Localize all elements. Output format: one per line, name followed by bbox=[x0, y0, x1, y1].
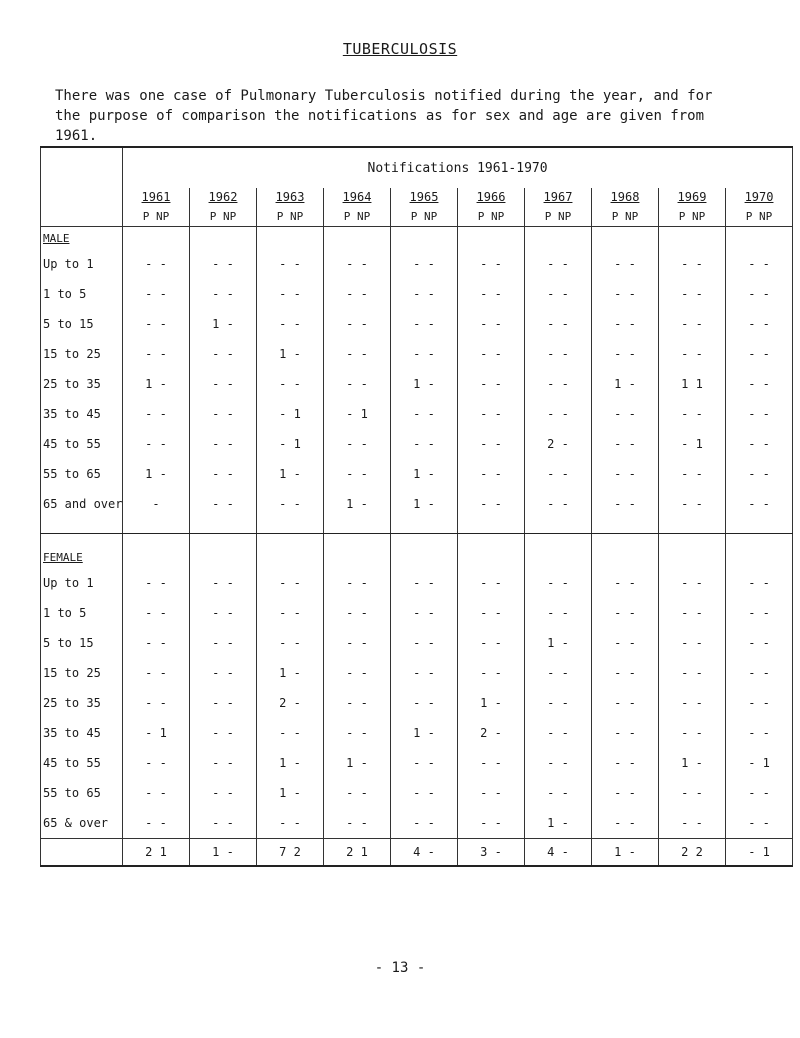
count-cell: - - bbox=[525, 568, 592, 598]
count-cell: - - bbox=[391, 279, 458, 309]
count-cell: - - bbox=[525, 309, 592, 339]
count-cell: - - bbox=[458, 249, 525, 279]
count-cell: - - bbox=[257, 808, 324, 839]
count-cell: - - bbox=[324, 279, 391, 309]
count-cell: - - bbox=[458, 369, 525, 399]
count-cell: - - bbox=[190, 628, 257, 658]
year-header: 1969 bbox=[659, 188, 726, 206]
count-cell: - - bbox=[458, 279, 525, 309]
count-cell: - - bbox=[324, 808, 391, 839]
age-group-label: 45 to 55 bbox=[41, 748, 123, 778]
count-cell: - 1 bbox=[726, 748, 793, 778]
count-cell: - 1 bbox=[123, 718, 190, 748]
count-cell: 1 - bbox=[391, 369, 458, 399]
total-cell: 7 2 bbox=[257, 839, 324, 867]
table-row bbox=[41, 429, 793, 459]
year-header: 1970 bbox=[726, 188, 793, 206]
count-cell: - - bbox=[659, 489, 726, 519]
count-cell: - - bbox=[324, 339, 391, 369]
age-group-label: Up to 1 bbox=[41, 249, 123, 279]
count-cell: - - bbox=[324, 688, 391, 718]
count-cell: - 1 bbox=[659, 429, 726, 459]
total-cell: 2 1 bbox=[123, 839, 190, 867]
table-row bbox=[41, 279, 793, 309]
count-cell: - bbox=[123, 489, 190, 519]
count-cell: 1 - bbox=[123, 459, 190, 489]
year-header: 1964 bbox=[324, 188, 391, 206]
count-cell: - - bbox=[458, 459, 525, 489]
count-cell: - - bbox=[525, 688, 592, 718]
year-header: 1965 bbox=[391, 188, 458, 206]
count-cell: - - bbox=[391, 598, 458, 628]
table-row bbox=[41, 628, 793, 658]
count-cell: - - bbox=[458, 339, 525, 369]
count-cell: - - bbox=[123, 598, 190, 628]
count-cell: - - bbox=[525, 489, 592, 519]
count-cell: - 1 bbox=[257, 429, 324, 459]
count-cell: - - bbox=[324, 309, 391, 339]
p-np-subheader: P NP bbox=[257, 206, 324, 227]
age-group-label: 25 to 35 bbox=[41, 369, 123, 399]
count-cell: - - bbox=[592, 778, 659, 808]
count-cell: - - bbox=[659, 399, 726, 429]
count-cell: - - bbox=[257, 718, 324, 748]
count-cell: - - bbox=[659, 309, 726, 339]
count-cell: - - bbox=[257, 279, 324, 309]
age-group-label: 45 to 55 bbox=[41, 429, 123, 459]
count-cell: - - bbox=[391, 688, 458, 718]
table-row bbox=[41, 778, 793, 808]
p-np-subheader: P NP bbox=[391, 206, 458, 227]
count-cell: - - bbox=[525, 658, 592, 688]
count-cell: - - bbox=[659, 459, 726, 489]
count-cell: 1 - bbox=[391, 459, 458, 489]
count-cell: - - bbox=[726, 279, 793, 309]
p-np-subheader: P NP bbox=[659, 206, 726, 227]
page-number: - 13 - bbox=[374, 960, 426, 976]
count-cell: - - bbox=[324, 718, 391, 748]
count-cell: - - bbox=[525, 598, 592, 628]
count-cell: - - bbox=[190, 718, 257, 748]
count-cell: - - bbox=[458, 399, 525, 429]
table-row bbox=[41, 459, 793, 489]
age-group-label: 15 to 25 bbox=[41, 658, 123, 688]
count-cell: - - bbox=[123, 339, 190, 369]
count-cell: - - bbox=[123, 628, 190, 658]
age-group-label: 15 to 25 bbox=[41, 339, 123, 369]
count-cell: - - bbox=[726, 459, 793, 489]
count-cell: - - bbox=[659, 628, 726, 658]
count-cell: - - bbox=[190, 399, 257, 429]
count-cell: - - bbox=[257, 489, 324, 519]
count-cell: - - bbox=[190, 568, 257, 598]
count-cell: 1 - bbox=[123, 369, 190, 399]
count-cell: - - bbox=[458, 429, 525, 459]
notifications-table bbox=[40, 146, 793, 867]
count-cell: - - bbox=[391, 399, 458, 429]
count-cell: 2 - bbox=[525, 429, 592, 459]
count-cell: - - bbox=[391, 658, 458, 688]
count-cell: 1 - bbox=[659, 748, 726, 778]
count-cell: - - bbox=[525, 459, 592, 489]
age-group-label: 1 to 5 bbox=[41, 598, 123, 628]
table-row bbox=[41, 598, 793, 628]
p-np-subheader: P NP bbox=[726, 206, 793, 227]
year-header: 1962 bbox=[190, 188, 257, 206]
count-cell: - - bbox=[391, 778, 458, 808]
intro-paragraph: There was one case of Pulmonary Tuberculosis notified during the year, and for the purpose of comparison the notifications as for sex and age are given from 1961. bbox=[55, 88, 713, 144]
year-header: 1967 bbox=[525, 188, 592, 206]
count-cell: - - bbox=[592, 309, 659, 339]
corner-cell bbox=[41, 147, 123, 188]
count-cell: - - bbox=[592, 489, 659, 519]
count-cell: - - bbox=[659, 279, 726, 309]
count-cell: - - bbox=[659, 339, 726, 369]
count-cell: - - bbox=[592, 339, 659, 369]
total-cell: - 1 bbox=[726, 839, 793, 867]
count-cell: 2 - bbox=[257, 688, 324, 718]
count-cell: 1 - bbox=[592, 369, 659, 399]
count-cell: - - bbox=[190, 459, 257, 489]
count-cell: 1 - bbox=[257, 748, 324, 778]
count-cell: - - bbox=[592, 808, 659, 839]
count-cell: - - bbox=[391, 339, 458, 369]
count-cell: 1 1 bbox=[659, 369, 726, 399]
count-cell: - - bbox=[190, 339, 257, 369]
table-row bbox=[41, 399, 793, 429]
count-cell: - - bbox=[592, 628, 659, 658]
table-row bbox=[41, 658, 793, 688]
count-cell: - - bbox=[324, 249, 391, 279]
count-cell: - - bbox=[458, 628, 525, 658]
count-cell: - - bbox=[659, 249, 726, 279]
age-group-label: 55 to 65 bbox=[41, 778, 123, 808]
p-np-subheader: P NP bbox=[592, 206, 659, 227]
table-row bbox=[41, 249, 793, 279]
count-cell: - - bbox=[190, 429, 257, 459]
count-cell: - - bbox=[324, 658, 391, 688]
total-cell: 2 1 bbox=[324, 839, 391, 867]
age-group-label: 65 & over bbox=[41, 808, 123, 839]
count-cell: - - bbox=[726, 658, 793, 688]
count-cell: - - bbox=[592, 748, 659, 778]
count-cell: - - bbox=[391, 568, 458, 598]
count-cell: - - bbox=[458, 309, 525, 339]
count-cell: - - bbox=[257, 249, 324, 279]
year-header: 1968 bbox=[592, 188, 659, 206]
age-group-label: 35 to 45 bbox=[41, 399, 123, 429]
count-cell: 2 - bbox=[458, 718, 525, 748]
count-cell: 1 - bbox=[257, 339, 324, 369]
count-cell: - - bbox=[726, 598, 793, 628]
count-cell: - - bbox=[123, 249, 190, 279]
count-cell: - - bbox=[525, 279, 592, 309]
count-cell: - - bbox=[659, 568, 726, 598]
count-cell: - - bbox=[391, 748, 458, 778]
count-cell: - - bbox=[726, 249, 793, 279]
total-cell: 3 - bbox=[458, 839, 525, 867]
count-cell: - - bbox=[391, 309, 458, 339]
count-cell: - - bbox=[592, 658, 659, 688]
age-group-label: 1 to 5 bbox=[41, 279, 123, 309]
count-cell: - - bbox=[659, 598, 726, 628]
count-cell: - - bbox=[190, 688, 257, 718]
count-cell: 1 - bbox=[458, 688, 525, 718]
count-cell: - - bbox=[525, 718, 592, 748]
count-cell: - - bbox=[726, 309, 793, 339]
count-cell: - - bbox=[324, 598, 391, 628]
years-header-row bbox=[41, 188, 793, 206]
count-cell: - - bbox=[190, 778, 257, 808]
page-title: TUBERCULOSIS bbox=[342, 40, 458, 58]
count-cell: - - bbox=[324, 778, 391, 808]
female-section-label: FEMALE bbox=[43, 551, 83, 564]
count-cell: - - bbox=[525, 778, 592, 808]
count-cell: - - bbox=[726, 369, 793, 399]
count-cell: - - bbox=[659, 718, 726, 748]
count-cell: 1 - bbox=[391, 489, 458, 519]
count-cell: - - bbox=[726, 339, 793, 369]
count-cell: - - bbox=[592, 399, 659, 429]
count-cell: - 1 bbox=[324, 399, 391, 429]
age-group-label: 35 to 45 bbox=[41, 718, 123, 748]
total-cell: 1 - bbox=[190, 839, 257, 867]
count-cell: - - bbox=[592, 459, 659, 489]
count-cell: - - bbox=[525, 748, 592, 778]
table-row bbox=[41, 808, 793, 839]
count-cell: - - bbox=[458, 808, 525, 839]
age-group-label: 5 to 15 bbox=[41, 628, 123, 658]
count-cell: - - bbox=[726, 399, 793, 429]
count-cell: - - bbox=[123, 568, 190, 598]
count-cell: 1 - bbox=[525, 808, 592, 839]
table-row bbox=[41, 748, 793, 778]
count-cell: - - bbox=[257, 568, 324, 598]
count-cell: - - bbox=[458, 748, 525, 778]
count-cell: 1 - bbox=[324, 748, 391, 778]
count-cell: - - bbox=[659, 688, 726, 718]
male-section-label: MALE bbox=[43, 232, 70, 245]
count-cell: 1 - bbox=[257, 459, 324, 489]
count-cell: 1 - bbox=[257, 658, 324, 688]
count-cell: - 1 bbox=[257, 399, 324, 429]
count-cell: - - bbox=[592, 688, 659, 718]
table-row bbox=[41, 568, 793, 598]
table-row bbox=[41, 718, 793, 748]
count-cell: - - bbox=[123, 748, 190, 778]
count-cell: - - bbox=[190, 808, 257, 839]
count-cell: 1 - bbox=[525, 628, 592, 658]
year-header: 1966 bbox=[458, 188, 525, 206]
count-cell: - - bbox=[123, 778, 190, 808]
total-cell: 4 - bbox=[391, 839, 458, 867]
count-cell: - - bbox=[123, 399, 190, 429]
total-cell: 2 2 bbox=[659, 839, 726, 867]
p-np-subheader: P NP bbox=[458, 206, 525, 227]
count-cell: - - bbox=[726, 778, 793, 808]
count-cell: - - bbox=[123, 688, 190, 718]
count-cell: - - bbox=[391, 628, 458, 658]
age-group-label: 5 to 15 bbox=[41, 309, 123, 339]
table-heading: Notifications 1961-1970 bbox=[123, 147, 793, 188]
total-cell: 1 - bbox=[592, 839, 659, 867]
count-cell: - - bbox=[592, 249, 659, 279]
age-group-label: 55 to 65 bbox=[41, 459, 123, 489]
age-group-label: Up to 1 bbox=[41, 568, 123, 598]
table-row bbox=[41, 339, 793, 369]
count-cell: - - bbox=[123, 429, 190, 459]
count-cell: - - bbox=[123, 309, 190, 339]
total-cell: 4 - bbox=[525, 839, 592, 867]
count-cell: - - bbox=[123, 279, 190, 309]
count-cell: - - bbox=[726, 808, 793, 839]
count-cell: - - bbox=[190, 369, 257, 399]
p-np-subheader: P NP bbox=[525, 206, 592, 227]
count-cell: - - bbox=[391, 808, 458, 839]
count-cell: - - bbox=[190, 598, 257, 628]
count-cell: - - bbox=[257, 598, 324, 628]
count-cell: - - bbox=[726, 489, 793, 519]
count-cell: - - bbox=[726, 688, 793, 718]
count-cell: - - bbox=[190, 658, 257, 688]
count-cell: - - bbox=[659, 778, 726, 808]
table-row bbox=[41, 688, 793, 718]
count-cell: - - bbox=[726, 429, 793, 459]
count-cell: - - bbox=[659, 658, 726, 688]
count-cell: - - bbox=[257, 369, 324, 399]
count-cell: - - bbox=[123, 808, 190, 839]
count-cell: - - bbox=[458, 658, 525, 688]
count-cell: - - bbox=[659, 808, 726, 839]
count-cell: - - bbox=[324, 369, 391, 399]
count-cell: - - bbox=[592, 279, 659, 309]
count-cell: - - bbox=[592, 718, 659, 748]
count-cell: - - bbox=[190, 748, 257, 778]
count-cell: - - bbox=[324, 568, 391, 598]
count-cell: - - bbox=[190, 489, 257, 519]
count-cell: - - bbox=[592, 429, 659, 459]
year-header: 1961 bbox=[123, 188, 190, 206]
p-np-subheader: P NP bbox=[123, 206, 190, 227]
count-cell: - - bbox=[726, 568, 793, 598]
pnp-header-row bbox=[41, 206, 793, 227]
count-cell: - - bbox=[391, 429, 458, 459]
count-cell: - - bbox=[190, 249, 257, 279]
count-cell: 1 - bbox=[257, 778, 324, 808]
count-cell: - - bbox=[726, 718, 793, 748]
count-cell: - - bbox=[257, 309, 324, 339]
table-row bbox=[41, 309, 793, 339]
count-cell: - - bbox=[190, 279, 257, 309]
age-group-label: 25 to 35 bbox=[41, 688, 123, 718]
count-cell: - - bbox=[123, 658, 190, 688]
count-cell: - - bbox=[592, 568, 659, 598]
table-row bbox=[41, 369, 793, 399]
count-cell: - - bbox=[458, 489, 525, 519]
count-cell: - - bbox=[324, 429, 391, 459]
count-cell: - - bbox=[726, 628, 793, 658]
totals-row bbox=[41, 839, 793, 867]
count-cell: - - bbox=[525, 249, 592, 279]
age-group-label: 65 and over bbox=[41, 489, 123, 519]
table-row bbox=[41, 489, 793, 519]
count-cell: - - bbox=[458, 778, 525, 808]
count-cell: - - bbox=[324, 628, 391, 658]
count-cell: 1 - bbox=[324, 489, 391, 519]
count-cell: - - bbox=[458, 568, 525, 598]
p-np-subheader: P NP bbox=[190, 206, 257, 227]
p-np-subheader: P NP bbox=[324, 206, 391, 227]
count-cell: 1 - bbox=[391, 718, 458, 748]
year-header: 1963 bbox=[257, 188, 324, 206]
count-cell: - - bbox=[525, 399, 592, 429]
count-cell: - - bbox=[324, 459, 391, 489]
count-cell: - - bbox=[257, 628, 324, 658]
count-cell: - - bbox=[458, 598, 525, 628]
count-cell: - - bbox=[391, 249, 458, 279]
count-cell: - - bbox=[525, 339, 592, 369]
count-cell: 1 - bbox=[190, 309, 257, 339]
count-cell: - - bbox=[525, 369, 592, 399]
count-cell: - - bbox=[592, 598, 659, 628]
